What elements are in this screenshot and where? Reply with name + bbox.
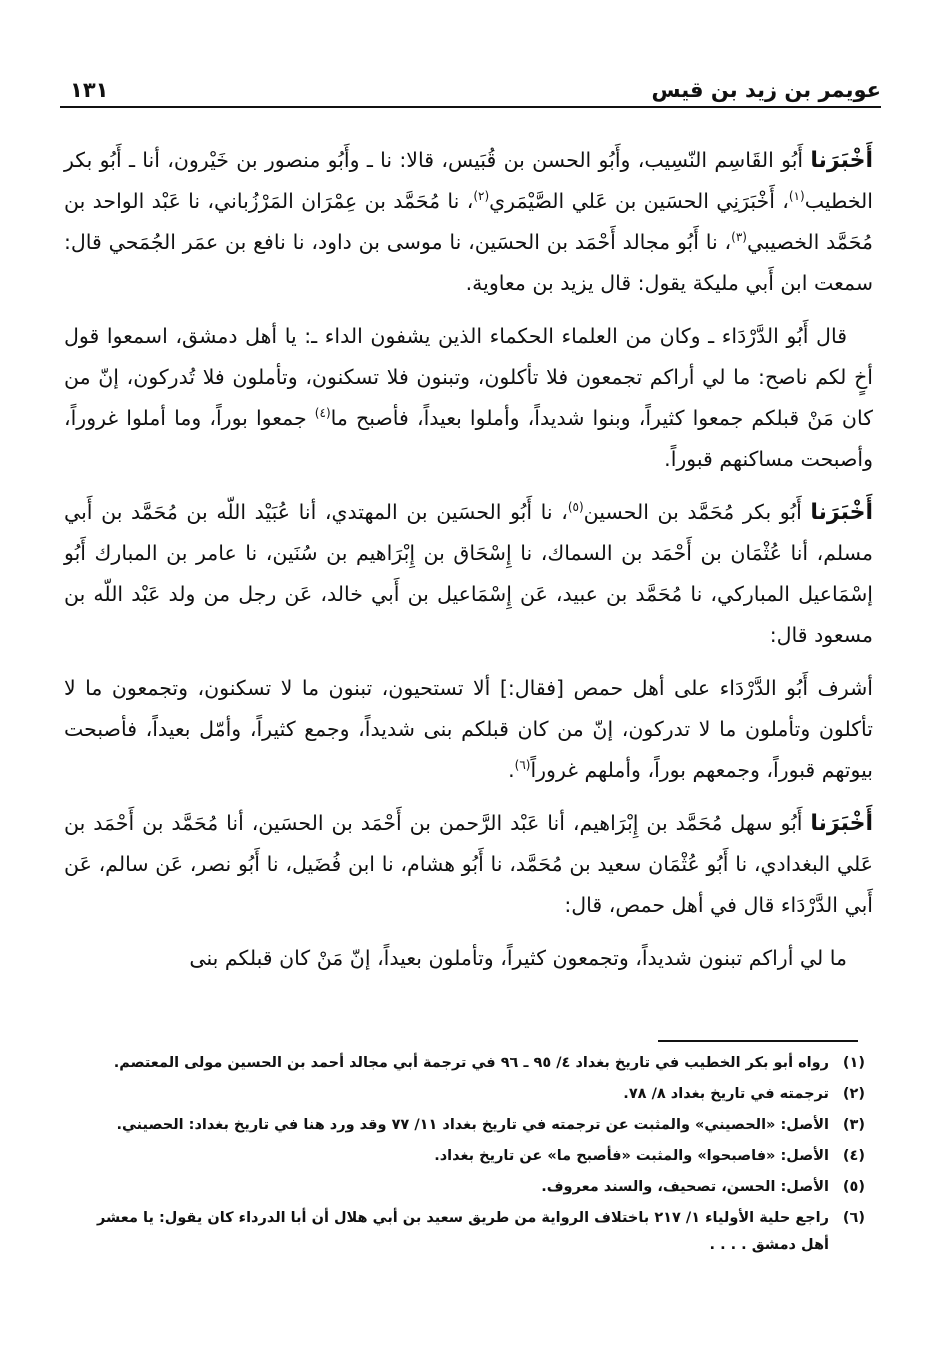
footnote-item <box>66 1141 865 1172</box>
page-header <box>60 72 881 108</box>
running-title: عويمر بن زيد بن قيس <box>651 78 881 102</box>
footnote-separator <box>658 1040 858 1042</box>
footnote-number: (٤) <box>842 1148 865 1164</box>
footnote-item <box>66 1203 865 1259</box>
footnote-number: (٢) <box>842 1086 865 1102</box>
footnote-item <box>66 1079 865 1110</box>
footnote-text: الأصل: «فاصبحوا» والمثبت «فأصبح ما» عن تاريخ بغداد. <box>434 1148 829 1164</box>
paragraph-text: ، نا مُحَمَّد بن عِمْرَان المَرْزُباني، نا عَبْد الواحد بن مُحَمَّد الخصيبي <box>64 189 873 254</box>
footnote-number: (٥) <box>842 1179 865 1195</box>
footnote-ref[interactable]: (٥) <box>567 500 584 515</box>
paragraph-isnad-1 <box>64 140 873 304</box>
footnote-number: (١) <box>842 1055 865 1071</box>
paragraph-quote-1 <box>64 316 873 480</box>
paragraph-text: ، أَخْبَرَنِي الحسَين بن عَلي الصَّيْمَري <box>489 189 789 213</box>
footnote-item <box>66 1110 865 1141</box>
footnote-item <box>66 1172 865 1203</box>
footnotes <box>66 1048 865 1259</box>
isnad-keyword: أَخْبَرَنا <box>810 500 873 525</box>
paragraph-text: أَبُو القَاسِم النّسِيب، وأَبُو الحسن بن قُبَيس، قالا: نا ـ وأَبُو منصور بن خَيْرون، أنا ـ أَبُو بكر الخطيب <box>64 148 873 213</box>
footnote-text: ترجمته في تاريخ بغداد ٨/ ٧٨. <box>623 1086 829 1102</box>
footnote-number: (٣) <box>842 1117 865 1133</box>
footnote-number: (٦) <box>842 1210 865 1226</box>
paragraph-text: ، نا أَبُو الحسَين بن المهتدي، أنا عُبَيْد اللّه بن مُحَمَّد بن أَبي مسلم، أنا عُثْمَان بن أَحْمَد بن السماك، نا إِسْحَاق بن إِبْرَاهيم بن سُنَين، نا عامر بن المبارك أَبُو إسْمَاعيل المباركي، نا مُحَمَّد بن عبيد، عَن إِسْمَاعيل بن أَبي خالد، عَن رجل من ولد عَبْد اللّه بن مسعود قال: <box>64 500 873 647</box>
footnote-ref[interactable]: (٤) <box>314 406 331 421</box>
footnote-ref[interactable]: (٣) <box>731 230 747 245</box>
paragraph-quote-2 <box>64 668 873 791</box>
footnote-text: الأصل: «الحصيني» والمثبت عن ترجمته في تاريخ بغداد ١١/ ٧٧ وقد ورد هنا في تاريخ بغداد: الحصيني. <box>116 1117 829 1133</box>
footnote-text: راجع حلية الأولياء ١/ ٢١٧ باختلاف الرواية من طريق سعيد بن أبي هلال أن أبا الدرداء كان يقول: يا معشر أهل دمشق . . . . <box>97 1210 829 1253</box>
paragraph-text: . <box>508 758 515 782</box>
footnote-ref[interactable]: (٦) <box>514 758 531 773</box>
paragraph-text: أشرف أَبُو الدَّرْدَاء على أهل حمص [فقال:] ألا تستحيون، تبنون ما لا تسكنون، وتجمعون ما لا تأكلون وتأملون ما لا تدركون، إنّ من كان قبلكم بنى شديداً، وجمع كثيراً، وأمّل بعيداً، فأصبحت بيوتهم قبوراً، وجمعهم بوراً، وأملهم غروراً <box>64 676 873 782</box>
paragraph-isnad-3 <box>64 803 873 926</box>
paragraph-text: ، نا أَبُو مجالد أَحْمَد بن الحسَين، نا موسى بن داود، نا نافع بن عمَر الجُمَحي قال: سمعت ابن أَبي مليكة يقول: قال يزيد بن معاوية. <box>64 230 873 295</box>
paragraph-isnad-2 <box>64 492 873 656</box>
isnad-keyword: أَخْبَرَنا <box>810 148 873 173</box>
footnote-ref[interactable]: (٢) <box>473 189 490 204</box>
paragraph-text: قال أَبُو الدَّرْدَاء ـ وكان من العلماء الحكماء الذين يشفون الداء ـ: يا أهل دمشق، اسمعوا قول أخٍ لكم ناصح: ما لي أراكم تجمعون فلا تأكلون، وتبنون فلا تسكنون، وتأملون فلا تُدركون، إنّ من كان مَنْ قبلكم جمعوا كثيراً، وبنوا شديداً، وأملوا بعيداً، فأصبح ما <box>64 324 873 430</box>
footnote-text: رواه أبو بكر الخطيب في تاريخ بغداد ٤/ ٩٥ ـ ٩٦ في ترجمة أبي مجالد أحمد بن الحسين مولى المعتصم. <box>113 1055 829 1071</box>
paragraph-text: ما لي أراكم تبنون شديداً، وتجمعون كثيراً، وتأملون بعيداً، إنّ مَنْ كان قبلكم بنى <box>189 946 847 970</box>
paragraph-quote-3 <box>64 938 873 979</box>
paragraph-text: أَبُو بكر مُحَمَّد بن الحسين <box>583 500 811 524</box>
footnote-text: الأصل: الحسن، تصحيف، والسند معروف. <box>541 1179 829 1195</box>
footnote-item <box>66 1048 865 1079</box>
paragraph-text: جمعوا بوراً، وما أملوا غروراً، وأصبحت مساكنهم قبوراً. <box>64 406 873 471</box>
main-text <box>64 140 873 991</box>
page-number: ١٣١ <box>70 78 109 102</box>
footnote-ref[interactable]: (١) <box>788 189 805 204</box>
isnad-keyword: أَخْبَرَنا <box>810 811 873 836</box>
paragraph-text: أَبُو سهل مُحَمَّد بن إِبْرَاهيم، أنا عَبْد الرَّحمن بن أَحْمَد بن الحسَين، أنا مُحَمَّد بن أَحْمَد بن عَلي البغدادي، نا أَبُو عُثْمَان سعيد بن مُحَمَّد، نا أَبُو هشام، نا ابن فُضَيل، نا أَبُو نصر، عَن سالم، عَن أَبي الدَّرْدَاء قال في أهل حمص، قال: <box>64 811 873 917</box>
